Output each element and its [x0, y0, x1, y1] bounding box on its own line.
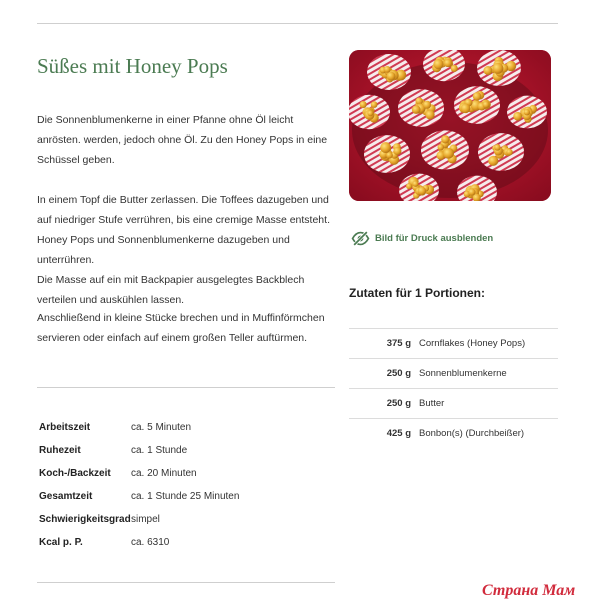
recipe-photo[interactable]: [349, 50, 551, 201]
honey-pop: [433, 59, 443, 69]
honey-pop: [412, 105, 421, 114]
info-row-difficulty: [39, 508, 239, 531]
honey-pop: [387, 72, 396, 81]
info-label: Koch-/Backzeit: [39, 468, 111, 479]
info-label: Gesamtzeit: [39, 491, 93, 502]
info-value: ca. 5 Minuten: [131, 422, 192, 433]
honey-pop: [367, 110, 373, 116]
info-label: Kcal p. P.: [39, 537, 83, 548]
eye-slash-icon: [351, 229, 370, 248]
honey-pop: [360, 101, 367, 108]
top-divider: [37, 23, 558, 24]
honey-pop: [492, 63, 503, 74]
honey-pop: [483, 66, 492, 75]
honey-pop: [423, 101, 431, 109]
honey-pop: [418, 187, 426, 195]
info-row-rest-time: [39, 439, 239, 462]
honey-pop: [380, 142, 391, 153]
info-label: Ruhezeit: [39, 445, 81, 456]
ingredient-row: [349, 388, 558, 418]
info-value: ca. 20 Minuten: [131, 468, 197, 479]
hide-image-for-print-label: Bild für Druck ausblenden: [375, 233, 494, 244]
honey-pop: [473, 92, 482, 101]
ingredient-name: Butter: [419, 398, 445, 409]
instruction-paragraph-2: [37, 190, 337, 310]
honey-pop: [451, 65, 458, 72]
honey-pop: [513, 112, 522, 121]
honey-pop: [441, 135, 449, 143]
honey-pop: [438, 144, 444, 150]
ingredient-name: Cornflakes (Honey Pops): [419, 338, 526, 349]
info-value: simpel: [131, 514, 160, 525]
info-divider-top: [37, 387, 335, 388]
ingredient-name: Sonnenblumenkerne: [419, 368, 507, 379]
ingredient-amount: 425 g: [386, 428, 411, 439]
hide-image-for-print-button[interactable]: [351, 229, 493, 248]
honey-pop: [425, 110, 434, 119]
recipe-title: Süßes mit Honey Pops: [37, 54, 228, 78]
info-value: ca. 6310: [131, 537, 170, 548]
instruction-paragraph-2a: In einem Topf die Butter zerlassen. Die Toffees dazugeben und auf niedriger Stufe verrühren, bis eine cremige Masse entsteht. Honey Pops und Sonnenblumenkerne dazugeben und unterrühren.: [37, 194, 330, 266]
ingredient-amount: 375 g: [386, 338, 411, 349]
info-value: ca. 1 Stunde: [131, 445, 188, 456]
info-label: Arbeitszeit: [39, 422, 91, 433]
honey-pop: [384, 66, 391, 73]
ingredient-row: [349, 418, 558, 448]
honey-pop: [371, 101, 378, 108]
honey-pop: [483, 101, 490, 108]
info-row-total-time: [39, 485, 239, 508]
instruction-paragraph-1: Die Sonnenblumenkerne in einer Pfanne ohne Öl leicht anrösten. werden, jedoch ohne Öl. Zu den Honey Pops in eine Schüssel geben.: [37, 114, 328, 166]
info-value: ca. 1 Stunde 25 Minuten: [131, 491, 240, 502]
ingredient-name: Bonbon(s) (Durchbeißer): [419, 428, 525, 439]
honey-pop: [524, 109, 530, 115]
ingredients-title: Zutaten für 1 Portionen:: [349, 286, 485, 300]
ingredients-list: [349, 328, 558, 448]
info-label: Schwierigkeitsgrad: [39, 514, 131, 525]
honey-pop: [412, 181, 418, 187]
honey-pop: [444, 59, 452, 67]
honey-pop: [461, 104, 471, 114]
honey-pop: [393, 147, 401, 155]
site-watermark: Страна Мам: [482, 582, 576, 599]
honey-pop: [494, 144, 500, 150]
ingredient-amount: 250 g: [386, 398, 411, 409]
info-row-work-time: [39, 416, 239, 439]
honey-pop: [406, 183, 412, 189]
honey-pop: [468, 189, 475, 196]
honey-pop: [506, 149, 512, 155]
instruction-paragraph-2b: Die Masse auf ein mit Backpapier ausgelegtes Backblech verteilen und auskühlen lassen.: [37, 274, 305, 306]
honey-pop: [443, 148, 454, 159]
honey-pop: [386, 152, 393, 159]
ingredient-row: [349, 328, 558, 358]
info-divider-bottom: [37, 582, 335, 583]
ingredient-row: [349, 358, 558, 388]
recipe-info-table: [39, 416, 239, 554]
instruction-paragraph-3: Anschließend in kleine Stücke brechen und in Muffinförmchen servieren oder einfach auf einem großen Teller auftürmen.: [37, 312, 325, 344]
ingredient-amount: 250 g: [386, 368, 411, 379]
recipe-photo-illustration: [349, 50, 551, 201]
info-row-cook-time: [39, 462, 239, 485]
info-row-kcal: [39, 531, 239, 554]
